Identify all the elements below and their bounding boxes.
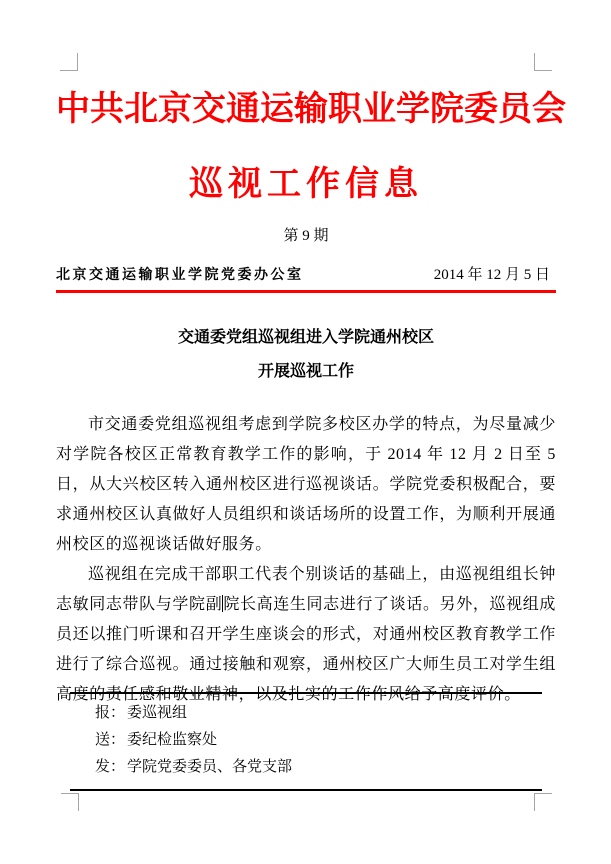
distribution-label: 送： [95,732,126,748]
issuing-office[interactable]: 北京交通运输职业学院党委办公室 [56,267,304,283]
paragraph-2-before-caret[interactable]: 巡视组在完成干部职工代表个别谈话的基础上，由巡视组组长钟志敏同志带队与学院副 [56,565,556,613]
issue-date[interactable]: 2014 年 12 月 5 日 [433,266,550,283]
paragraph-2[interactable] [56,560,556,710]
masthead-rule [56,290,556,293]
paragraph-2-after-caret[interactable]: 院长高连生同志进行了谈话。另外，巡视组成员还以推门听课和召开学生座谈会的形式，对通州校区教育教学工作进行了综合巡视。通过接触和观察，通州校区广大师生员工对学生组高度的责任感和敬业精神，以及扎实的工作作风给予高度评价。 [56,595,556,703]
masthead-bulletin-title[interactable]: 巡视工作信息 [189,165,423,203]
distribution-value: 委纪检监察处 [127,732,218,748]
distribution-block [70,692,542,791]
masthead-meta-row [56,263,556,284]
article-body[interactable] [56,410,556,710]
document-content[interactable] [56,0,566,710]
paragraph-1[interactable]: 市交通委党组巡视组考虑到学院多校区办学的特点，为尽量减少对学院各校区正常教育教学工作的影响，于 2014 年 12 月 2 日至 5 日，从大兴校区转入通州校区进行巡视谈话。学院党委积极配合，要求通州校区认真做好人员组织和谈话场所的设置工作，为顺利开展通州校区的巡视谈话做好服务。 [56,415,556,553]
distribution-row-send[interactable] [70,727,542,754]
distribution-value: 委巡视组 [127,705,188,721]
distribution-value: 学院党委委员、各党支部 [127,759,293,775]
distribution-label: 发： [95,759,126,775]
page-corner-mark-bottom-right [534,793,552,811]
article-title-line2[interactable]: 开展巡视工作 [257,362,354,380]
distribution-row-report[interactable] [70,700,542,727]
page-corner-mark-bottom-left [61,793,79,811]
distribution-label: 报： [95,705,126,721]
distribution-row-issue[interactable] [70,754,542,781]
masthead-org-title[interactable]: 中共北京交通运输职业学院委员会 [56,91,566,128]
issue-number[interactable]: 第 9 期 [283,227,329,244]
article-title-line1[interactable]: 交通委党组巡视组进入学院通州校区 [177,328,434,346]
